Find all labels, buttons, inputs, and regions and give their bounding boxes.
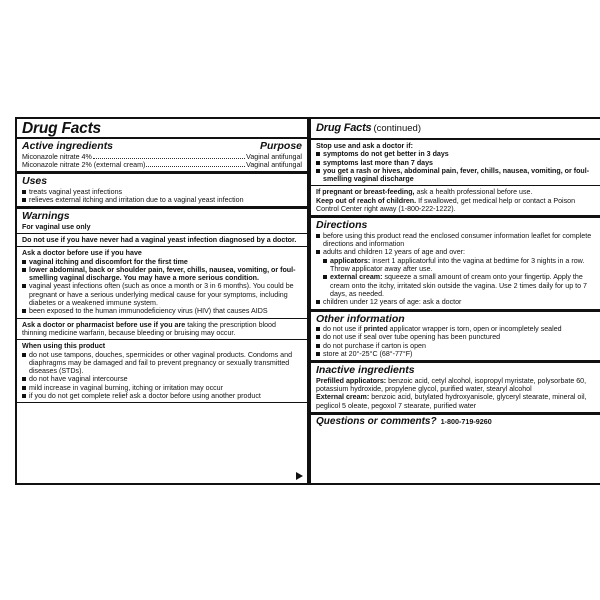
prefilled-text: benzoic acid, cetyl alcohol, isopropyl myristate, polysorbate 60, potassium hydroxide, propylene glycol, purified water, stearyl alcohol — [316, 376, 587, 394]
active-ingredients-heading: Active ingredients — [22, 140, 114, 152]
ask-pharmacist-text: taking the prescription blood thinning medicine warfarin, because bleeding or bruising may occur. — [22, 320, 276, 337]
stop-use-item: symptoms last more than 7 days — [316, 159, 596, 167]
warnings-heading-section — [17, 209, 307, 234]
stop-use-item: you get a rash or hives, abdominal pain, fever, chills, nausea, vomiting, or foul-smelling vaginal discharge — [316, 167, 596, 184]
active-ingredients-section — [17, 139, 307, 174]
uses-item: relieves external itching and irritation due to a vaginal yeast infection — [22, 196, 302, 204]
do-not-use-section — [17, 234, 307, 247]
external-cream-ingredients — [316, 393, 596, 410]
ingredient-purpose: Vaginal antifungal — [246, 152, 302, 161]
when-using-item: do not have vaginal intercourse — [22, 375, 302, 383]
other-information-item: do not purchase if carton is open — [316, 342, 596, 350]
drug-facts-right-panel — [309, 117, 600, 485]
directions-heading: Directions — [316, 219, 368, 232]
inactive-ingredients-heading: Inactive ingredients — [316, 364, 415, 377]
directions-section — [311, 218, 600, 311]
inactive-ingredients-section — [311, 363, 600, 415]
children-warning — [316, 197, 596, 214]
pregnant-warning — [316, 188, 596, 196]
ask-doctor-section — [17, 247, 307, 318]
other-item-pre: do not use if — [323, 325, 362, 334]
applicators-text: insert 1 applicatorful into the vagina at bedtime for 3 nights in a row. Throw applicator away after use. — [330, 256, 585, 274]
when-using-item: mild increase in vaginal burning, itching or irritation may occur — [22, 384, 302, 392]
ask-pharmacist-section — [17, 319, 307, 341]
other-information-heading: Other information — [316, 312, 405, 325]
pregnant-text: ask a health professional before use. — [416, 188, 533, 197]
applicators-label: applicators: — [330, 256, 371, 265]
pregnant-children-section — [311, 186, 600, 218]
other-item-bold: printed — [363, 325, 388, 334]
children-text: If swallowed, get medical help or contact a Poison Control Center right away (1-800-222-1222). — [316, 196, 576, 214]
uses-heading: Uses — [22, 175, 48, 188]
other-item-post: applicator wrapper is torn, open or incompletely sealed — [389, 325, 562, 334]
directions-applicators — [323, 257, 596, 274]
ingredient-purpose: Vaginal antifungal — [246, 160, 302, 169]
warnings-heading: Warnings — [22, 210, 70, 223]
prefilled-applicators-ingredients — [316, 377, 596, 394]
questions-section — [311, 415, 600, 428]
ingredient-name: Miconazole nitrate 2% (external cream) — [22, 160, 146, 169]
drug-facts-left-panel — [15, 117, 309, 485]
ask-doctor-item: vaginal yeast infections often (such as once a month or 3 in 6 months). You could be pregnant or have a serious underlying medical cause for your symptoms, including diabetes or a weakened immune system. — [22, 282, 302, 307]
purpose-heading: Purpose — [259, 140, 302, 152]
ingredient-row — [22, 153, 302, 161]
questions-phone: 1-800-719-9260 — [440, 416, 492, 426]
uses-item: treats vaginal yeast infections — [22, 188, 302, 196]
triangle-right-icon — [296, 472, 303, 480]
ask-doctor-item: been exposed to the human immunodeficiency virus (HIV) that causes AIDS — [22, 307, 302, 315]
other-information-item — [316, 325, 596, 333]
title-section — [17, 119, 307, 139]
other-information-item: store at 20°-25°C (68°-77°F) — [316, 350, 596, 358]
directions-item: before using this product read the enclosed consumer information leaflet for complete directions and information — [316, 232, 596, 249]
ask-pharmacist-heading: Ask a doctor or pharmacist before use if you are — [22, 320, 186, 329]
when-using-item: if you do not get complete relief ask a doctor before using another product — [22, 392, 302, 400]
directions-item: children under 12 years of age: ask a doctor — [316, 298, 596, 306]
stop-use-heading: Stop use and ask a doctor if: — [316, 142, 413, 150]
external-cream-label: external cream: — [330, 273, 383, 282]
title-section — [311, 119, 600, 140]
pregnant-label: If pregnant or breast-feeding, — [316, 188, 415, 197]
other-information-section — [311, 312, 600, 364]
ask-doctor-item: lower abdominal, back or shoulder pain, fever, chills, nausea, vomiting, or foul-smelling vaginal discharge. You may have a more serious condition. — [22, 266, 302, 283]
do-not-use-text: Do not use if you have never had a vaginal yeast infection diagnosed by a doctor. — [22, 235, 297, 244]
directions-item: adults and children 12 years of age and over: — [316, 248, 596, 256]
stop-use-item: symptoms do not get better in 3 days — [316, 150, 596, 158]
external-cream-text: squeeze a small amount of cream onto your fingertip. Apply the cream onto the itchy, irritated skin outside the vagina. Use 2 times daily for up to 7 days, as needed. — [330, 273, 587, 298]
ingredient-row — [22, 161, 302, 169]
prefilled-label: Prefilled applicators: — [316, 376, 387, 385]
external-cream-ingredients-label: External cream: — [316, 393, 370, 402]
drug-facts-continued: (continued) — [373, 123, 421, 134]
drug-facts-title: Drug Facts — [316, 122, 372, 134]
ask-doctor-heading: Ask a doctor before use if you have — [22, 249, 142, 258]
vaginal-use-note: For vaginal use only — [22, 222, 91, 231]
uses-section — [17, 174, 307, 209]
when-using-heading: When using this product — [22, 342, 106, 351]
stop-use-section — [311, 140, 600, 186]
ask-doctor-item: vaginal itching and discomfort for the first time — [22, 258, 302, 266]
other-information-item: do not use if seal over tube opening has been punctured — [316, 333, 596, 341]
when-using-section — [17, 340, 307, 403]
when-using-item: do not use tampons, douches, spermicides or other vaginal products. Condoms and diaphragms may be damaged and fail to prevent pregnancy or sexually transmitted diseases (STDs). — [22, 351, 302, 376]
children-label: Keep out of reach of children. — [316, 196, 417, 205]
directions-external-cream — [323, 273, 596, 298]
questions-label: Questions or comments? — [316, 415, 437, 427]
drug-facts-title: Drug Facts — [22, 120, 101, 137]
external-cream-ingredients-text: benzoic acid, butylated hydroxyanisole, glyceryl stearate, mineral oil, peglicol 5 oleate, pegoxol 7 stearate, purified water — [316, 393, 587, 410]
ingredient-name: Miconazole nitrate 4% — [22, 152, 92, 161]
